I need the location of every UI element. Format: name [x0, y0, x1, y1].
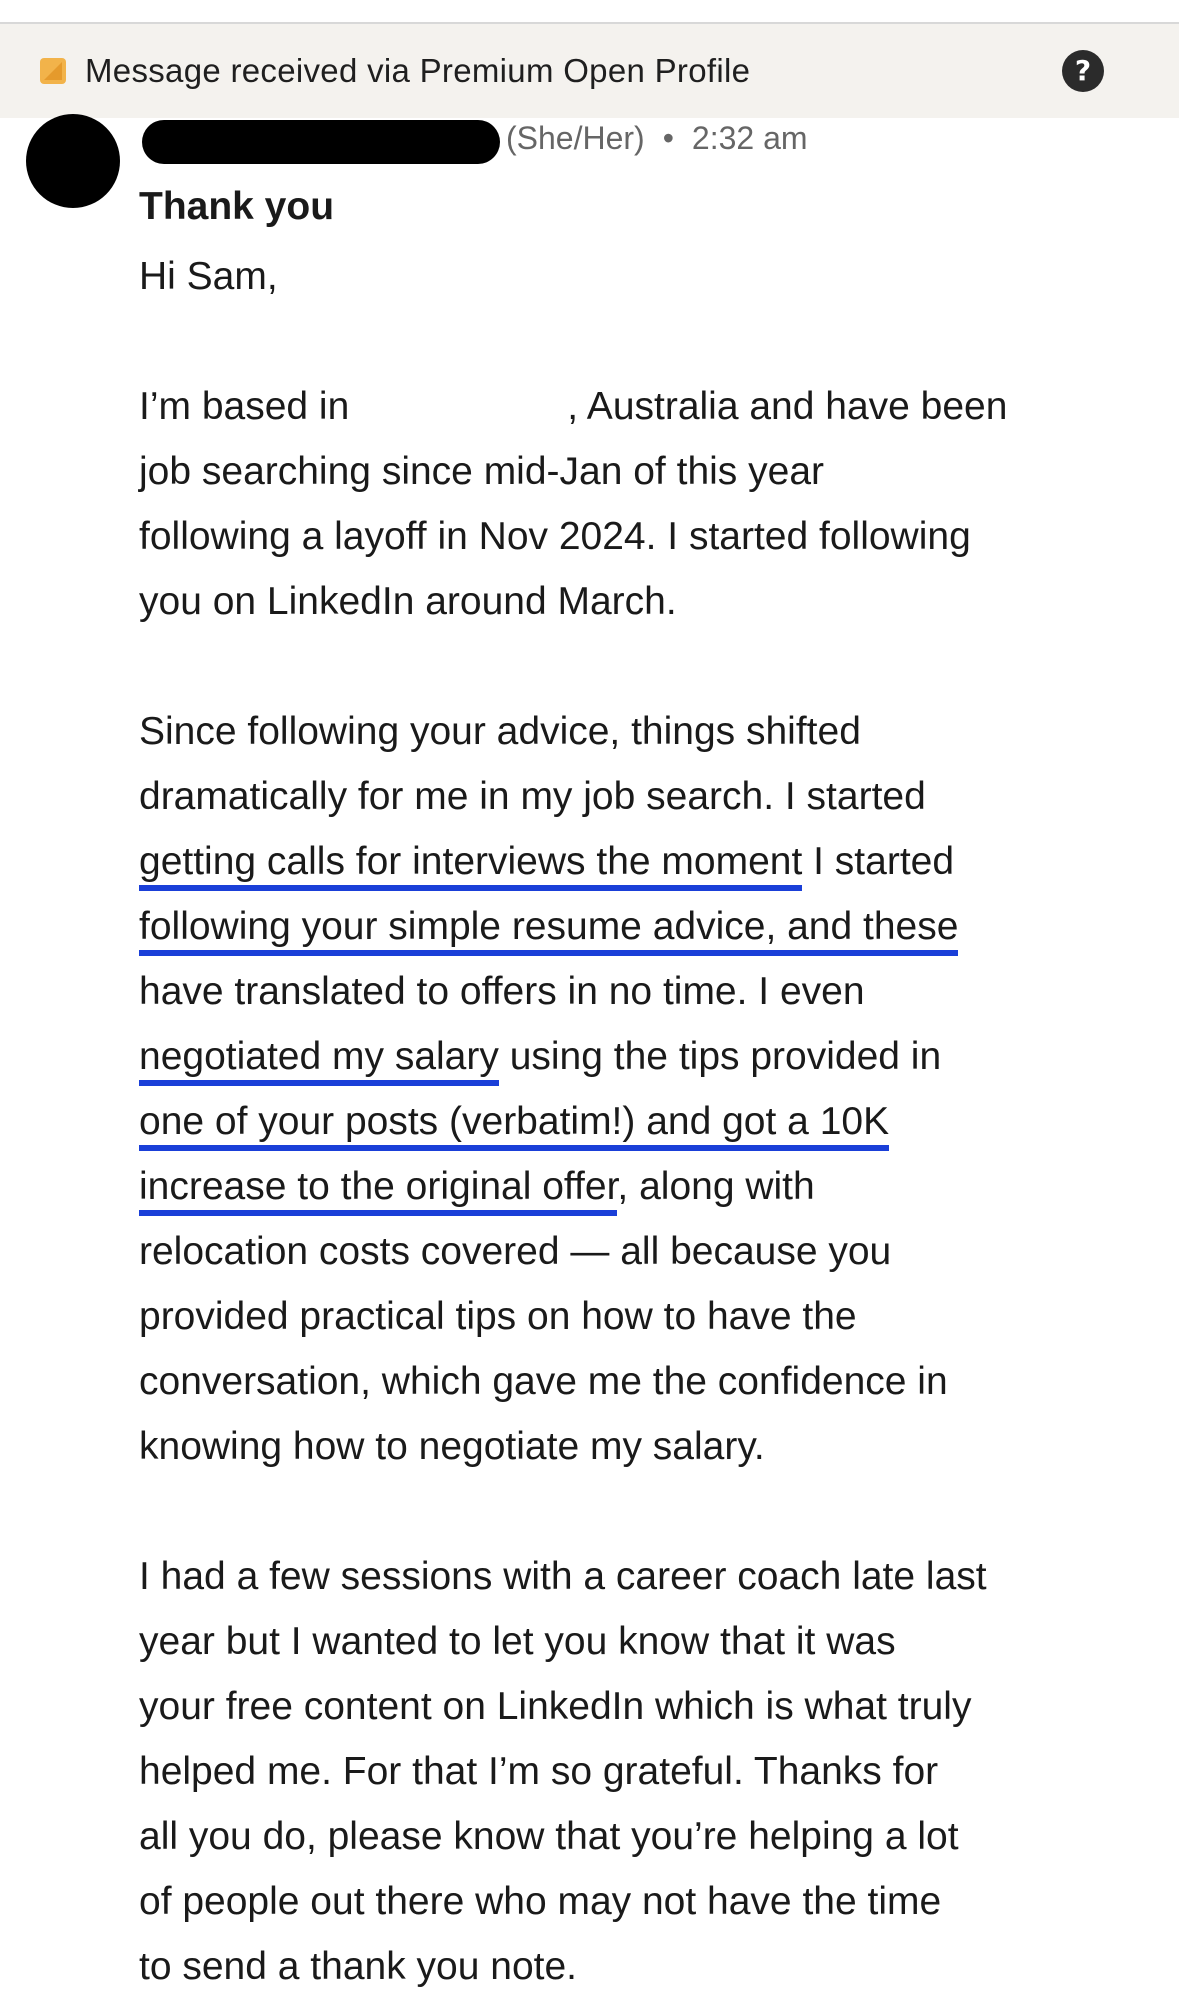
blank-line	[139, 309, 1149, 374]
highlighted-text: increase to the original offer	[139, 1165, 617, 1216]
sender-name-redacted[interactable]	[142, 120, 500, 164]
blank-line	[139, 1479, 1149, 1544]
paragraph-3-line: helped me. For that I’m so grateful. Thanks for	[139, 1750, 939, 1793]
paragraph-2-line	[139, 1089, 1149, 1154]
paragraph-3-line: of people out there who may not have the time	[139, 1880, 942, 1923]
paragraph-3-line: year but I wanted to let you know that it was	[139, 1620, 896, 1663]
paragraph-3-line: I had a few sessions with a career coach late last	[139, 1555, 987, 1598]
message-time: 2:32 am	[691, 120, 808, 156]
highlighted-text: following your simple resume advice, and these	[139, 905, 958, 956]
paragraph-1-line: following a layoff in Nov 2024. I started following	[139, 515, 971, 558]
paragraph-2-line: knowing how to negotiate my salary.	[139, 1425, 765, 1468]
paragraph-3-line: all you do, please know that you’re helping a lot	[139, 1815, 959, 1858]
premium-open-profile-banner	[0, 24, 1179, 118]
paragraph-2-line: have translated to offers in no time. I even	[139, 970, 865, 1013]
paragraph-2-line: conversation, which gave me the confidence in	[139, 1360, 948, 1403]
paragraph-1-line: you on LinkedIn around March.	[139, 580, 677, 623]
paragraph-1-line	[139, 374, 1149, 439]
meta-separator: •	[662, 120, 674, 156]
text-run: , along with	[617, 1165, 815, 1208]
text-run: using the tips provided in	[498, 1035, 942, 1078]
highlighted-text: one of your posts (verbatim!) and got a 10K	[139, 1100, 889, 1151]
sender-pronouns: (She/Her)	[506, 120, 645, 156]
banner-text: Message received via Premium Open Profile	[85, 52, 751, 89]
highlighted-text: negotiated my salary	[139, 1035, 499, 1086]
text-run: I’m based in	[139, 385, 350, 428]
text-run: I started	[802, 840, 955, 883]
message-body	[139, 244, 1149, 1999]
paragraph-2-line	[139, 1024, 1149, 1089]
paragraph-2-line	[139, 894, 1149, 959]
paragraph-2-line	[139, 1154, 1149, 1219]
text-run: , Australia and have been	[567, 385, 1008, 428]
message-subject: Thank you	[139, 185, 335, 228]
paragraph-3-line: your free content on LinkedIn which is what truly	[139, 1685, 972, 1728]
paragraph-2-line: provided practical tips on how to have the	[139, 1295, 857, 1338]
highlighted-text: getting calls for interviews the moment	[139, 840, 802, 891]
premium-badge-icon	[40, 58, 66, 84]
paragraph-2-line: dramatically for me in my job search. I started	[139, 775, 926, 818]
blank-line	[139, 634, 1149, 699]
paragraph-3-line: to send a thank you note.	[139, 1945, 577, 1988]
help-icon[interactable]: ?	[1062, 50, 1104, 92]
paragraph-1-line: job searching since mid-Jan of this year	[139, 450, 824, 493]
paragraph-2-line: relocation costs covered — all because you	[139, 1230, 892, 1273]
paragraph-2-line: Since following your advice, things shifted	[139, 710, 861, 753]
message-meta	[506, 116, 808, 160]
greeting: Hi Sam,	[139, 255, 278, 298]
paragraph-2-line	[139, 829, 1149, 894]
sender-avatar[interactable]	[26, 114, 120, 208]
